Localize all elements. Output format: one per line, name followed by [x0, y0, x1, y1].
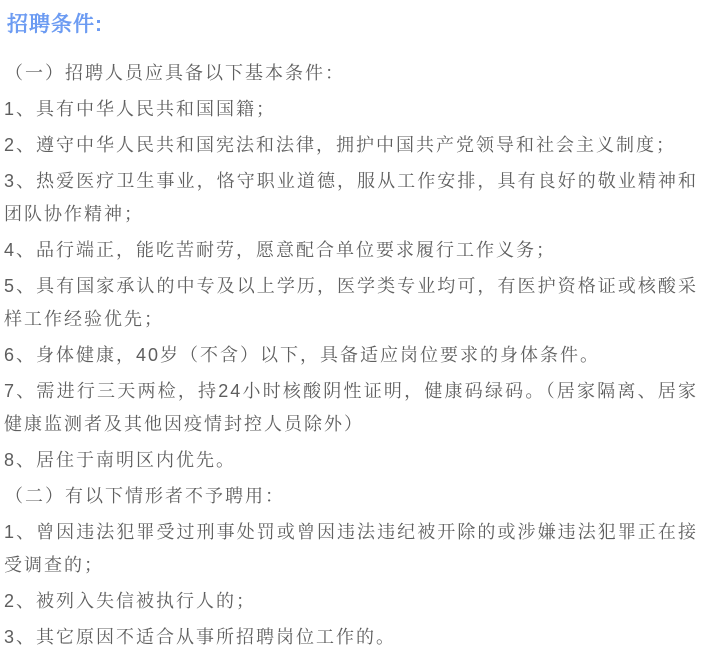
section-1-item-5: 5、具有国家承认的中专及以上学历，医学类专业均可，有医护资格证或核酸采样工作经验优先； — [4, 276, 698, 329]
section-2-item-3: 3、其它原因不适合从事所招聘岗位工作的。 — [4, 627, 397, 647]
section-1-item-4: 4、品行端正，能吃苦耐劳，愿意配合单位要求履行工作义务； — [4, 240, 557, 260]
section-1-heading: （一）招聘人员应具备以下基本条件： — [5, 63, 345, 83]
section-1-item-6: 6、身体健康，40岁（不含）以下，具备适应岗位要求的身体条件。 — [4, 345, 601, 365]
section-2-heading: （二）有以下情形者不予聘用： — [5, 486, 285, 506]
section-1-item-7: 7、需进行三天两检，持24小时核酸阴性证明，健康码绿码。（居家隔离、居家健康监测者及其他因疫情封控人员除外） — [4, 381, 698, 434]
section-1-item-8: 8、居住于南明区内优先。 — [4, 450, 237, 470]
section-1-item-2: 2、遵守中华人民共和国宪法和法律，拥护中国共产党领导和社会主义制度； — [4, 135, 677, 155]
section-2-item-1: 1、曾因违法犯罪受过刑事处罚或曾因违法违纪被开除的或涉嫌违法犯罪正在接受调查的； — [4, 522, 698, 575]
section-1-item-3: 3、热爱医疗卫生事业，恪守职业道德，服从工作安排，具有良好的敬业精神和团队协作精神； — [4, 171, 698, 224]
page-title: 招聘条件: — [7, 13, 103, 36]
section-1-item-1: 1、具有中华人民共和国国籍； — [4, 99, 277, 119]
section-2-item-2: 2、被列入失信被执行人的； — [4, 591, 257, 611]
